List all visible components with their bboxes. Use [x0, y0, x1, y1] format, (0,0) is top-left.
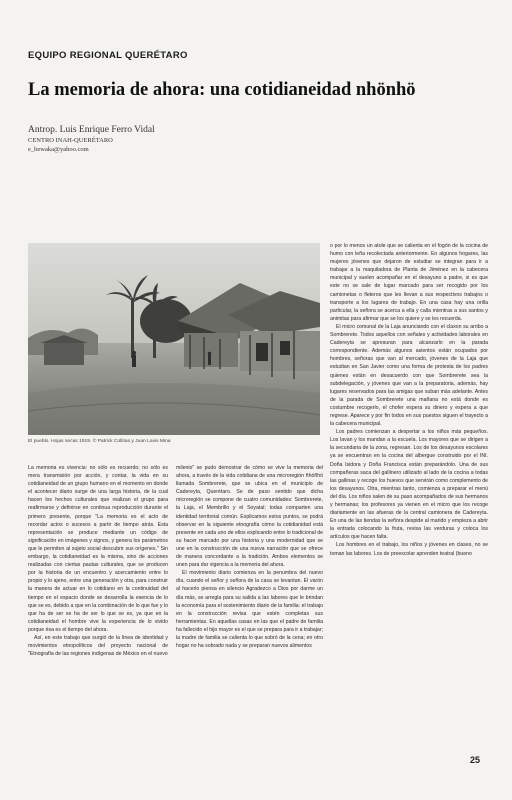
paragraph: Los padres comienzan a despertar a los niños más pequeños. Los lavan y los mandan a la escuela. Los mayores que se dirigen a la secundaria de la zona, regresan. Los de los desayunos escolares ya se encuentran en la cocina del albergue construido por el INI. Doña Isidora y Doña Francisca están preparándolo. Una de sus compañeras saca del gallinero utilizado al lado de la cocina a todas las gallinas y recoge los huevos que servirán como complemento de los desayunos. Otra, mientras tanto, comienza a preparar el menú del día. Los niños salen de su paso acompañados de sus hermanos y hermanas; los profesores ya vienen en el micro que los recoge diariamente en las afueras de la central camionera de Cadereyta. En una de las tiendas la señora despide al marido y empieza a abrir la entrada colocando la fruta, revisa las verduras y coloca los artículos que hacen falta. — [330, 429, 488, 541]
author-email[interactable]: e_bewaka@yahoo.com — [28, 146, 89, 153]
article-title: La memoria de ahora: una cotidianeidad nhönhö — [28, 80, 416, 100]
paragraph: Los hombres en el trabajo, los niños y jóvenes en clases, no se toman las labores. Los de preescolar aprenden teatral (bueno — [330, 542, 488, 557]
page-number: 25 — [470, 755, 481, 765]
photo-caption: El pueblo. Hojas secas 1919. © Patrick Collitas y Juan Lavis Mina — [28, 439, 171, 444]
text-column-3 — [330, 242, 488, 558]
village-photo — [28, 243, 320, 435]
paragraph: La memoria es vivencia: no sólo es recuerdo; no sólo es mera transmisión por acción, y contar, la vida en su cotidianeidad de un grupo humano en el momento en donde el acontecer diario surge de una larga historia, de la cual hacen los hechos culturales que realizan el grupo para reafirmarse y definirse en continua reproducción durante el primero presente, porque "La memoria es el acto de recordar actos o sucesos a partir de tiempo atrás. Esta representación se produce mediante un código de significación en imágenes y signos, y genera los parámetros que le permiten al sujeto social descubrir sus orígenes." Sin embargo, la cotidianeidad es la misma, sino de acciones realizadas con ciertas pautas culturales, que se producen por la historia de un encuentro y acercamiento entre lo propio y lo ajeno, entre una generación y otra, para construir la manera de actuar en lo cotidiano en la continuidad del tiempo en el espacio donde se desarrolla la esencia de lo que se es, debido a que en la combinación de lo que fue y lo que ha de ser se ha de ser lo que se es, ya que en la cotidianeidad el hombre vive la experiencia de lo vivido porque ésa es el tiempo del ahora. — [28, 465, 168, 633]
paragraph: Así, en este trabajo que surgió de la línea de identidad y movimientos etnopolíticos del proyecto nacional de "Etnografía de las regiones indígenas de México en el nuevo — [28, 634, 168, 658]
author-name: Antrop. Luis Enrique Ferro Vidal — [28, 125, 155, 135]
section-label: EQUIPO REGIONAL QUERÉTARO — [28, 50, 188, 61]
text-column-2 — [176, 464, 323, 650]
paragraph: o por lo menos un atole que se calienta en el fogón de la cocina de humo con leña recolectada anteriormente. En algunos hogares, las mujeres jóvenes que dejaron de estudiar se integran para ir a trabajar a la maquiladora de Planta de Jiménez en la cabecera municipal y suelen acompañar en el desayuno a padre, si es que este no se sale de lugar marcado para ser recogido por los camionetas o fleteros que les llevan a sus respectivos trabajos o transporte a los lugares de trabajo. En una casa hay una orilla particular, la señora se acerca a ella y calla mientras a sus santos y animitas para afirmar que se los quiere y se les recuerda. — [330, 243, 488, 322]
village-photo-illustration — [28, 243, 320, 435]
paragraph: El movimiento diario comienza en la penumbra del nuevo día, cuando el señor y señora de la casa se levantan. El varón al hacerlo piensa en silencio Agradezco a Dios por darme un día más, se arregla para su salida a las labores que le brindan la economía para el sostenimiento diario de la familia: el trabajo en la construcción revisa que estén completas sus herramientas. En aquellas casas en las que el padre de familia ha fallecido el hijo mayor es el que se prepara para ir a trabajar; la madre de familia se calienta lo que sobró de la cena; en otro hogar no ha sobrado nada y se preparan nuevos alimentos — [176, 570, 323, 650]
author-affiliation: CENTRO INAH-QUERÉTARO — [28, 137, 113, 144]
paragraph: El micro comunal de la Laja anunciando con el claxon su arribo a Sombrerete. Todos aquellos con señales y actividades laborales en Cadereyta se apresuran para alcanzarlo en la parada correspondiente. Además algunos asientos están ocupados por hombres, señoras que van al mercado, jóvenes de la Laja que estudian en San Javier como una forma de protesta de los padres quienes están en desacuerdo con que Sombrerete sea la subdelegación, y jóvenes que van a la preparatoria, además, hay lugares reservados para las amigas que suban más adelante. Antes de la parada de Sombrerete una mañana no está donde es costumbre recogerlo, el chofer espera su dinero y espera a que regrese. Aparece y por fin todos en sus puestos siguen el trayecto a la cabecera municipal. — [330, 323, 488, 428]
text-column-1 — [28, 464, 168, 658]
paragraph: milenio" se pudo demostrar de cómo se vive la memoria del ahora, a través de la vida cotidiana de una microregión ñhöñhö llamada Sombrerete, que se ubica en el municipio de Cadereyta, Querétaro. Se de paso sentido que dicha microregión se compone de cuatro comunidades: Sombrerete, la Laja, el Membrillo y el Soyatal; todas comparten una identidad territorial común. Explicamos estos puntos, se podrá observar en la siguiente etnografía cómo la cotidianidad está presente en cada uno de ellos explicando entre lo tradicional de su hacer marcado por una historia y una modernidad que se une en la construcción de una nueva narración que se ofrece de manera concordante a la tradición. Ambos elementos se unen para dar vigencia a la memoria del ahora. — [176, 465, 323, 569]
